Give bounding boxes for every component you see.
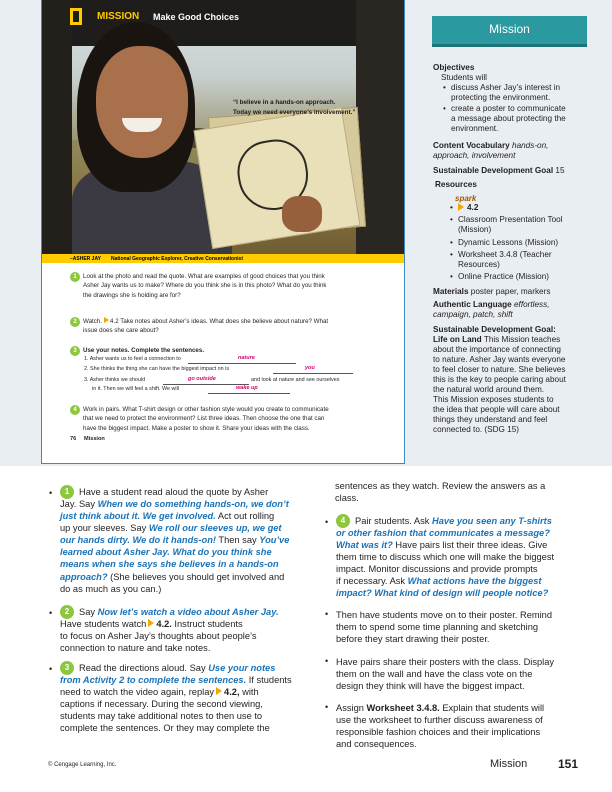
text-span: (She believes you should get involved and [110,571,285,582]
resources-label [435,180,595,190]
text-line: Resources) [458,260,500,269]
value: 15 [555,166,565,175]
text-span: need to watch the video again, replay [60,687,215,698]
text-line: things they understand and feel [433,415,548,424]
text-line [336,527,598,539]
text-span: Say [79,607,96,617]
text-line [60,546,322,558]
sdg-line [433,166,593,176]
resource-online: Online Practice (Mission) [458,272,549,281]
teacher-say: or other fashion that communicates a message? [336,528,550,538]
text-line: captions if necessary. During the second viewing, [60,699,263,710]
caption-role: National Geographic Explorer, Creative Conservationist [111,256,243,262]
text-line [83,317,379,326]
text-line: the drawings she is holding are for? [83,291,181,299]
objective-1 [451,83,611,103]
activity-1-text [83,272,379,300]
text-line: This Mission exposes students to [433,395,554,404]
text-line [60,534,322,546]
text-line: to focus on Asher Jay’s thoughts about people’s [60,631,257,642]
note-3-badge: 3 [60,661,74,675]
text-span: with [242,687,259,698]
text-line: students may take additional notes to then use to [60,711,263,722]
teacher-say: our hands dirty. We do it hands-on! [60,535,216,546]
sentence-3-line2: in it. Then we will feel a shift. We will [92,386,179,392]
answer-line [208,393,290,394]
note-4-line [355,515,595,527]
video-number: 4.2. [156,619,172,629]
teacher-say: Now let’s watch a video about Asher Jay. [97,607,279,617]
teacher-say: from Activity 2 to complete the sentences. [60,675,247,685]
mission-title: Make Good Choices [153,12,240,22]
text-line: them to spend some time planning and sketching [336,622,539,633]
note-1-body [60,498,322,595]
note-5 [336,609,598,645]
text-line: that we need to protect the environment? List three ideas. Then choose the one that can [83,415,325,423]
text-line: Work in pairs. What T-shirt design or other fashion style would you create to communicate [83,406,329,413]
label: Resources [435,180,477,189]
teacher-say: impact? What kind of design will people notice? [336,588,549,599]
text-line [336,575,598,587]
text-line: them time to discuss which one will make the biggest [336,552,555,563]
text-line: the natural world around them. [433,385,545,394]
woman-face [96,46,188,158]
mission-tag: MISSION [97,11,140,22]
video-number: 4.2 [467,203,479,212]
text-span: Watch. [83,318,103,325]
objectives-intro: Students will [441,73,487,82]
text-line [60,498,322,510]
sdg-description [433,325,593,435]
text-line: this is the key to people caring about [433,375,566,384]
mission-header-shadow [432,44,587,47]
bullet-icon: • [49,664,53,674]
value: approach, involvement [433,151,516,160]
note-4-badge: 4 [336,514,350,528]
video-play-icon [216,687,222,695]
copyright: © Cengage Learning, Inc. [48,762,117,768]
text-span: Instruct students [174,619,243,629]
text-line: Classroom Presentation Tool [458,215,563,224]
text-line [433,151,593,161]
bullet-icon: • [325,517,329,527]
bullet-icon: • [325,702,329,712]
value: effortless, [513,300,550,309]
video-number: 4.2 [110,318,119,325]
text-line: them on the wall and have the class vote on the [336,669,533,680]
text-span: If students [248,675,292,685]
text-line: the idea that people will care about [433,405,560,414]
text-line [336,702,598,714]
objective-2 [451,104,611,134]
teacher-say: You’ve [259,535,290,546]
vehicle-frame-left [42,0,72,254]
note-2-badge: 2 [60,605,74,619]
text-line: have the biggest impact. Make a poster to show it. Share your ideas with the class. [83,424,310,432]
note-3-line [79,662,324,674]
bullet-icon: • [325,656,329,666]
spark-logo: spark [455,194,477,203]
text-span: do as much as you can.) [60,583,162,594]
text-line [60,571,322,583]
text-line [60,674,322,686]
label: Sustainable Development Goal: [433,325,556,334]
note-6 [336,656,598,692]
activity-4-text [83,405,379,433]
text-line: to nature. Asher Jay wants everyone [433,355,566,364]
text-line: use the worksheet to further discuss awareness of [336,715,543,726]
resource-worksheet [458,250,612,270]
teacher-say: What actions have the biggest [407,576,542,587]
answer-line [188,363,296,364]
sentence-3-rest: and look at nature and see ourselves [251,377,340,383]
label: Sustainable Development Goal [433,166,554,175]
sentence-3: 3. Asher thinks we should [84,377,146,383]
value: poster paper, markers [470,287,551,296]
content-vocabulary [433,141,593,161]
bullet-icon: • [49,488,53,498]
note-7 [336,702,598,750]
text-line [433,335,593,345]
bullet-icon: • [450,272,453,281]
text-span: Have students watch [60,619,147,629]
text-line: connection to nature and take notes. [60,643,211,654]
text-span: Have pairs list their three ideas. Give [395,540,548,551]
quote-line: Today we need everyone’s involvement.” [233,108,356,116]
teacher-say: When we do something hands-on, we don’t [97,499,289,509]
mission-header-title: Mission [489,22,530,36]
bullet-icon: • [450,238,453,247]
text-line: (Mission) [458,225,492,234]
page-number: 151 [558,757,579,771]
video-play-icon [104,317,109,323]
bullet-icon: • [450,203,453,212]
teacher-say: What was it? [336,540,393,551]
teacher-say: approach? [60,571,108,582]
asher-jay-photo [42,0,404,254]
text-line: design they think will have the biggest impact. [336,681,525,692]
label: Content Vocabulary [433,141,510,150]
materials [433,287,593,297]
note-2-body [60,618,322,654]
label: Life on Land [433,335,482,344]
resource-video[interactable] [458,203,612,213]
text-line [60,583,322,595]
authentic-language [433,300,593,320]
text-line: protecting the environment. [451,93,551,102]
resource-dynamic: Dynamic Lessons (Mission) [458,238,559,247]
text-line: a message about protecting the [451,114,566,123]
text-line [336,587,598,599]
text-line: about the importance of connecting [433,345,561,354]
text-line: discuss Asher Jay’s interest in [451,83,561,92]
label: Materials [433,287,469,296]
text-line: responsible fashion choices and their implications [336,727,541,738]
text-line: class. [335,493,359,504]
teacher-say: We roll our sleeves up, we get [148,523,282,534]
note-3-continued [335,480,590,504]
teacher-say: Have you seen any T-shirts [432,516,552,526]
activity-1-badge: 1 [70,272,80,282]
quote [233,98,363,117]
text-line: impact. Monitor discussions and provide prompts [336,564,538,575]
teacher-say: learned about Asher Jay. What do you think she [60,547,272,558]
teacher-say: means when she says she believes in a hands-on [60,559,279,570]
activity-3-badge: 3 [70,346,80,356]
bullet-icon: • [443,104,446,113]
text-span: if necessary. Ask [336,576,406,587]
note-3-body [60,674,322,734]
answer-line [273,373,353,374]
text-line: connected to. (SDG 15) [433,425,520,434]
text-line: Worksheet 3.4.8 (Teacher [458,250,552,259]
teacher-say: just think about it. We get involved. [60,511,216,522]
quote-line: “I believe in a hands-on approach. [233,99,336,106]
text-span: Jay. Say [60,499,95,509]
text-line: and consequences. [336,739,417,750]
text-line: issue does she care about? [83,327,159,335]
resource-cpt [458,215,612,235]
student-page-label: Mission [84,436,105,442]
note-4-body [336,527,598,600]
text-line: to feel closer to nature. She believes [433,365,566,374]
vehicle-roof [42,0,404,46]
activity-2-text [83,317,379,336]
text-line: create a poster to communicate [451,104,566,113]
video-play-icon [458,203,464,211]
note-1-line: Have a student read aloud the quote by Asher [79,487,269,497]
answer-3: go outside [188,376,216,382]
text-line [433,325,593,335]
text-line: Have pairs share their posters with the class. Display [336,657,555,667]
footer-section: Mission [490,758,528,770]
text-line: environment. [451,124,499,133]
bullet-icon: • [450,215,453,224]
answer-2: you [305,365,315,371]
text-line [433,141,593,151]
text-span: Take notes about Asher’s ideas. What does she believe about nature? What [120,318,329,325]
text-line: before they start drawing their poster. [336,634,490,645]
sentence-2: 2. She thinks the thing she can have the biggest impact on is [84,366,230,372]
text-line: Asher Jay wants us to make? Where do you think she is in this photo? What do you think [83,282,327,290]
bullet-icon: • [325,609,329,619]
bullet-icon: • [443,83,446,92]
note-1-badge: 1 [60,485,74,499]
answer-4: wake up [236,385,258,391]
student-page-number: 76 [70,436,77,442]
label: Authentic Language [433,300,512,309]
text-line [433,300,593,310]
text-line [60,510,322,522]
text-line: complete the sentences. Or they may complete the [60,723,270,734]
video-number: 4.2, [224,687,240,698]
value: hands-on, [512,141,549,150]
activity-3-text: Use your notes. Complete the sentences. [83,347,205,354]
text-span: Read the directions aloud. Say [79,663,206,673]
nat-geo-logo-icon [70,8,82,25]
woman-hand [282,196,322,232]
video-play-icon [148,619,154,627]
text-span: Assign [336,703,364,713]
activity-4-badge: 4 [70,405,80,415]
text-line [336,539,598,551]
text-span: up your sleeves. Say [60,523,147,534]
text-line [60,686,322,698]
text-line: Look at the photo and read the quote. What are examples of good choices that you think [83,273,325,280]
caption-name: –ASHER JAY [70,256,101,262]
bullet-icon: • [450,250,453,259]
objectives-label [433,63,593,73]
text-line [60,558,322,570]
note-2-line [79,606,324,618]
sentence-1: 1. Asher wants us to feel a connection to [84,356,181,362]
answer-1: nature [238,355,255,361]
text-span: Then say [218,535,257,546]
text-line [433,310,593,320]
value: campaign, patch, shift [433,310,513,319]
text-span: Pair students. Ask [355,516,430,526]
text-line: Then have students move on to their poster. Remind [336,610,553,620]
activity-2-badge: 2 [70,317,80,327]
text-span: Explain that students will [442,703,545,713]
text-line [60,522,322,534]
teacher-say: Use your notes [208,663,276,673]
label: Objectives [433,63,475,72]
bullet-icon: • [49,608,53,618]
worksheet-ref: Worksheet 3.4.8. [366,703,440,713]
text-line [60,618,322,630]
text-span: This Mission teaches [483,335,561,344]
text-line: sentences as they watch. Review the answers as a [335,481,546,491]
text-span: Act out rolling [217,511,275,522]
